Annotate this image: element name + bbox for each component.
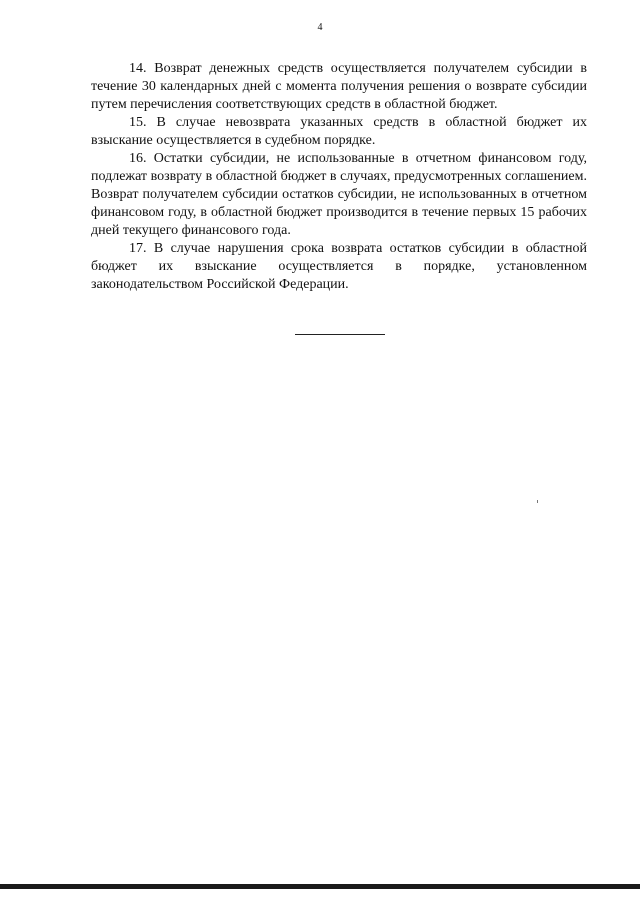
end-separator-line [295, 334, 385, 335]
paragraph-15: 15. В случае невозврата указанных средств в областной бюджет их взыскание осуществляется в судебном порядке. [91, 115, 587, 148]
page-number: 4 [317, 22, 323, 33]
bottom-scan-border [0, 884, 640, 889]
paragraph-16: 16. Остатки субсидии, не использованные в отчетном финансовом году, подлежат возврату в областной бюджет в случаях, предусмотренных соглашением. Возврат получателем субсидии остатков субсидии, не использованных в отчетном финансовом году, в областной бюджет производится в течение первых 15 рабочих дней текущего финансового года. [91, 151, 587, 238]
document-body [91, 60, 587, 294]
paragraph-17: 17. В случае нарушения срока возврата остатков субсидии в областной бюджет их взыскание осуществляется в порядке, установленном законодательством Российской Федерации. [91, 241, 587, 292]
scan-speck [537, 500, 538, 503]
paragraph-14: 14. Возврат денежных средств осуществляется получателем субсидии в течение 30 календарных дней с момента получения решения о возврате субсидии путем перечисления соответствующих средств в областной бюджет. [91, 61, 587, 112]
